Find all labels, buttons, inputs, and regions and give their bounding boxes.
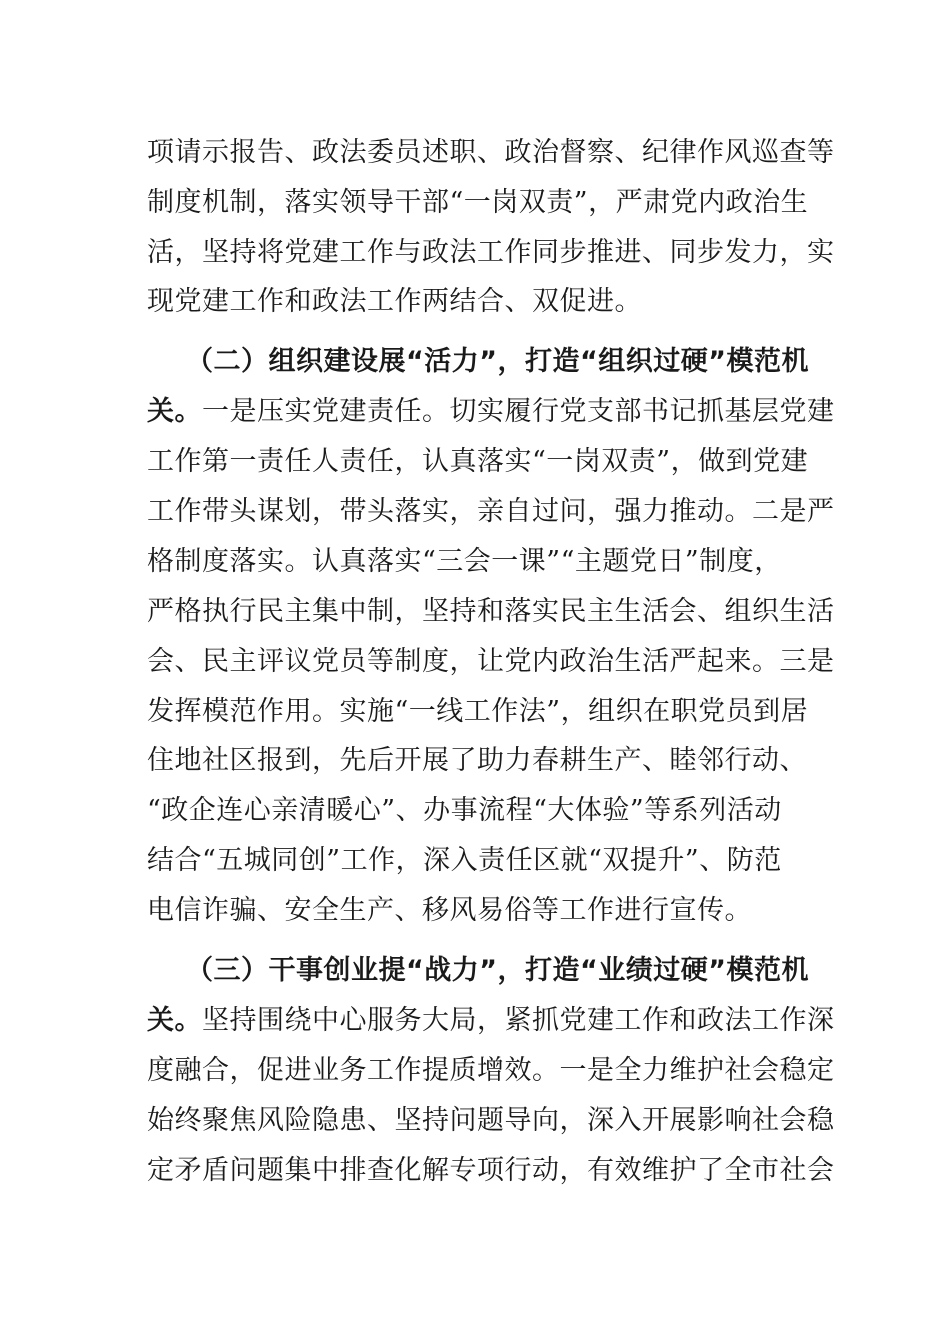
paragraph-line: 结合“五城同创”工作，深入责任区就“双提升”、防范 [147,845,782,876]
paragraph-line: 工作带头谋划，带头落实，亲自过问，强力推动。二是严 [147,496,835,527]
section-heading-tail: 关。 [147,396,202,427]
paragraph-line: 工作第一责任人责任，认真落实“一岗双责”，做到党建 [147,446,809,477]
paragraph-line: 制度机制，落实领导干部“一岗双责”，严肃党内政治生 [147,187,809,218]
paragraph-line: 定矛盾问题集中排查化解专项行动，有效维护了全市社会 [147,1155,835,1186]
section-heading-tail: 关。 [147,1005,202,1036]
paragraph-line: 格制度落实。认真落实“三会一课”“主题党日”制度， [147,546,782,577]
paragraph-line: 始终聚焦风险隐患、坚持问题导向，深入开展影响社会稳 [147,1105,835,1136]
paragraph-line: 严格执行民主集中制，坚持和落实民主生活会、组织生活 [147,596,835,627]
paragraph-text: 一是压实党建责任。切实履行党支部书记抓基层党建 [202,396,835,427]
paragraph-line: 住地社区报到，先后开展了助力春耕生产、睦邻行动、 [147,745,807,776]
paragraph-line [147,1005,835,1037]
paragraph-line: 现党建工作和政法工作两结合、双促进。 [147,286,642,317]
paragraph-line: “政企连心亲清暖心”、办事流程“大体验”等系列活动 [147,795,782,826]
paragraph-line: 会、民主评议党员等制度，让党内政治生活严起来。三是 [147,646,835,677]
paragraph-line: 项请示报告、政法委员述职、政治督察、纪律作风巡查等 [147,137,835,168]
paragraph-line: 活，坚持将党建工作与政法工作同步推进、同步发力，实 [147,237,835,268]
paragraph-line [147,396,835,428]
paragraph-line: 电信诈骗、安全生产、移风易俗等工作进行宣传。 [147,895,752,926]
paragraph-line: 度融合，促进业务工作提质增效。一是全力维护社会稳定 [147,1055,835,1086]
section-heading: （三）干事创业提“战力”，打造“业绩过硬”模范机 [186,955,809,986]
paragraph-line: 发挥模范作用。实施“一线工作法”，组织在职党员到居 [147,696,809,727]
paragraph-text: 坚持围绕中心服务大局，紧抓党建工作和政法工作深 [202,1005,835,1036]
section-heading: （二）组织建设展“活力”，打造“组织过硬”模范机 [186,346,809,377]
